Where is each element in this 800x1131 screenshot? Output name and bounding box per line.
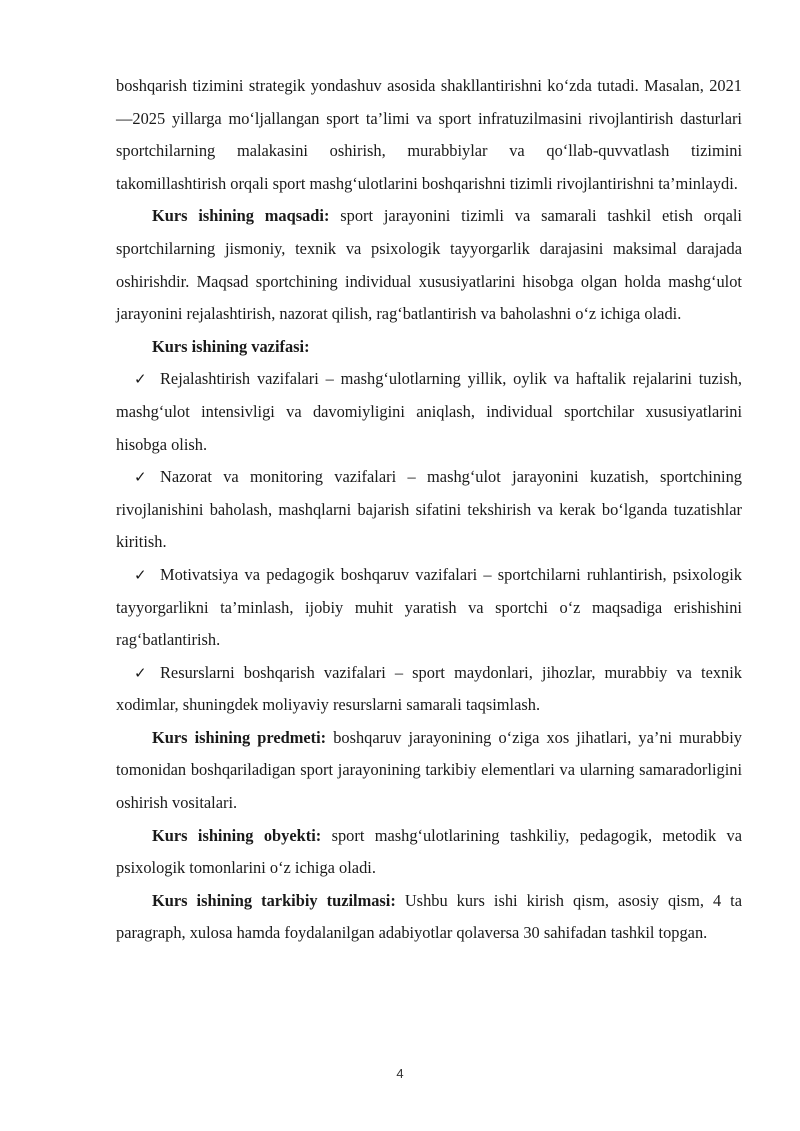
tasks-heading-paragraph	[116, 331, 742, 364]
object-heading: Kurs ishining obyekti:	[152, 825, 322, 845]
checkmark-icon: ✓	[134, 663, 147, 682]
page-content	[116, 70, 742, 950]
page-number: 4	[396, 1066, 404, 1081]
checkmark-icon: ✓	[134, 468, 147, 487]
task-item-text: Motivatsiya va pedagogik boshqaruv vazifalari – sportchilarni ruhlantirish, psixologik tayyorgarlikni ta’minlash, ijobiy muhit yaratish va sportchi o‘z maqsadiga erishishini rag‘batlantirish.	[116, 564, 742, 650]
task-item-motivation	[116, 559, 742, 657]
object-paragraph	[116, 820, 742, 885]
task-item-text: Resurslarni boshqarish vazifalari – sport maydonlari, jihozlar, murabbiy va texnik xodimlar, shuningdek moliyaviy resurslarni samarali taqsimlash.	[116, 662, 742, 715]
tasks-heading: Kurs ishining vazifasi:	[152, 336, 310, 356]
goal-heading: Kurs ishining maqsadi:	[152, 206, 330, 226]
goal-paragraph	[116, 200, 742, 330]
task-item-text: Rejalashtirish vazifalari – mashg‘ulotlarning yillik, oylik va haftalik rejalarini tuzish, mashg‘ulot intensivligi va davomiyligini aniqlash, individual sportchilar xususiyatlarini hisobga olish.	[116, 369, 742, 454]
checkmark-icon: ✓	[134, 565, 147, 584]
task-item-resources	[116, 657, 742, 722]
structure-text: Ushbu kurs ishi kirish qism, asosiy qism, 4 ta paragraph, xulosa hamda foydalanilgan adabiyotlar qolaversa 30 sahifadan tashkil topgan.	[116, 890, 742, 943]
task-item-planning	[116, 363, 742, 461]
subject-heading: Kurs ishining predmeti:	[152, 727, 327, 747]
intro-paragraph: boshqarish tizimini strategik yondashuv asosida shakllantirishni ko‘zda tutadi. Masalan, 2021—2025 yillarga mo‘ljallangan sport ta’limi va sport infratuzilmasini rivojlantirish dasturlari sportchilarning malakasini oshirish, murabbiylar va qo‘llab-quvvatlash tizimini takomillashtirish orqali sport mashg‘ulotlarini boshqarishni tizimli rivojlantirishni ta’minlaydi.	[116, 76, 742, 193]
structure-heading: Kurs ishining tarkibiy tuzilmasi:	[152, 890, 396, 910]
checkmark-icon: ✓	[134, 370, 147, 389]
task-item-monitoring	[116, 461, 742, 559]
structure-paragraph	[116, 885, 742, 950]
object-text: sport mashg‘ulotlarining tashkiliy, pedagogik, metodik va psixologik tomonlarini o‘z ichiga oladi.	[116, 825, 742, 878]
subject-paragraph	[116, 722, 742, 820]
task-item-text: Nazorat va monitoring vazifalari – mashg‘ulot jarayonini kuzatish, sportchining rivojlanishini baholash, mashqlarni bajarish sifatini tekshirish va kerak bo‘lganda tuzatishlar kiritish.	[116, 467, 742, 552]
goal-text: sport jarayonini tizimli va samarali tashkil etish orqali sportchilarning jismoniy, texnik va psixologik tayyorgarlik darajasini maksimal darajada oshirishdir. Maqsad sportchining individual xususiyatlarini hisobga olgan holda mashg‘ulot jarayonini rejalashtirish, nazorat qilish, rag‘batlantirish va baholashni o‘z ichiga oladi.	[116, 206, 742, 324]
subject-text: boshqaruv jarayonining o‘ziga xos jihatlari, ya’ni murabbiy tomonidan boshqariladigan sport jarayonining tarkibiy elementlari va ularning samaradorligini oshirish vositalari.	[116, 727, 742, 813]
